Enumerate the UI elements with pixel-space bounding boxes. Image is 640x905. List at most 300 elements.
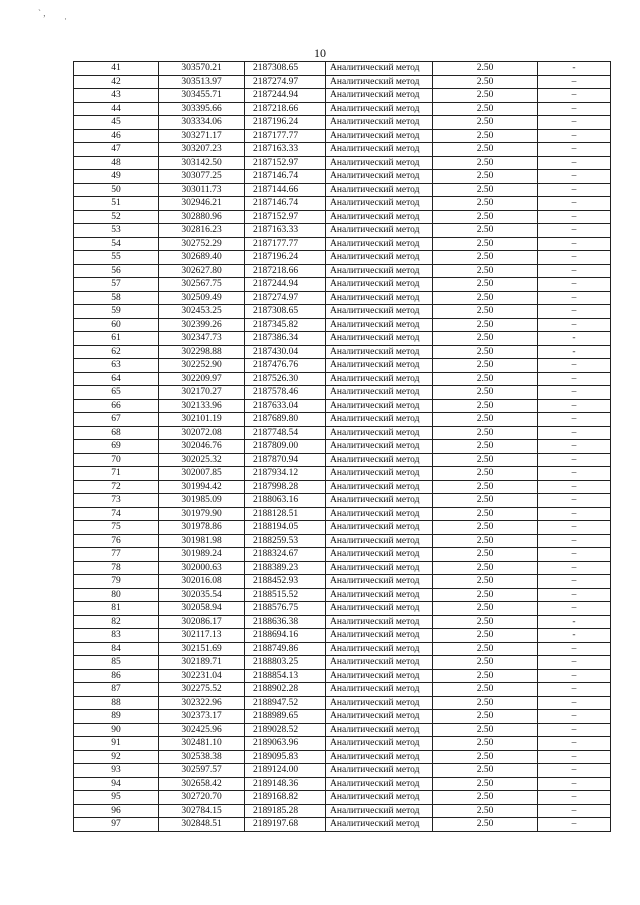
y-coordinate-cell: 2187146.74 xyxy=(245,170,326,184)
method-cell: Аналитический метод xyxy=(326,251,433,265)
x-coordinate-cell: 301994.42 xyxy=(159,480,245,494)
point-number-cell: 56 xyxy=(74,264,159,278)
table-row xyxy=(74,656,611,670)
method-cell: Аналитический метод xyxy=(326,197,433,211)
y-coordinate-cell: 2187196.24 xyxy=(245,116,326,130)
table-row xyxy=(74,224,611,238)
point-number-cell: 95 xyxy=(74,791,159,805)
note-cell: – xyxy=(538,224,611,238)
note-cell: – xyxy=(538,278,611,292)
point-number-cell: 55 xyxy=(74,251,159,265)
note-cell: – xyxy=(538,116,611,130)
accuracy-cell: 2.50 xyxy=(433,561,538,575)
x-coordinate-cell: 302117.13 xyxy=(159,629,245,643)
point-number-cell: 89 xyxy=(74,710,159,724)
method-cell: Аналитический метод xyxy=(326,548,433,562)
accuracy-cell: 2.50 xyxy=(433,251,538,265)
y-coordinate-cell: 2187152.97 xyxy=(245,156,326,170)
accuracy-cell: 2.50 xyxy=(433,372,538,386)
y-coordinate-cell: 2188515.52 xyxy=(245,588,326,602)
x-coordinate-cell: 303271.17 xyxy=(159,129,245,143)
method-cell: Аналитический метод xyxy=(326,278,433,292)
y-coordinate-cell: 2187689.80 xyxy=(245,413,326,427)
accuracy-cell: 2.50 xyxy=(433,210,538,224)
accuracy-cell: 2.50 xyxy=(433,224,538,238)
point-number-cell: 91 xyxy=(74,737,159,751)
point-number-cell: 73 xyxy=(74,494,159,508)
method-cell: Аналитический метод xyxy=(326,791,433,805)
table-row xyxy=(74,696,611,710)
point-number-cell: 48 xyxy=(74,156,159,170)
x-coordinate-cell: 301978.86 xyxy=(159,521,245,535)
y-coordinate-cell: 2188063.16 xyxy=(245,494,326,508)
table-row xyxy=(74,399,611,413)
method-cell: Аналитический метод xyxy=(326,534,433,548)
y-coordinate-cell: 2187163.33 xyxy=(245,143,326,157)
note-cell: – xyxy=(538,521,611,535)
y-coordinate-cell: 2188803.25 xyxy=(245,656,326,670)
note-cell: – xyxy=(538,210,611,224)
y-coordinate-cell: 2189124.00 xyxy=(245,764,326,778)
x-coordinate-cell: 302784.15 xyxy=(159,804,245,818)
accuracy-cell: 2.50 xyxy=(433,440,538,454)
note-cell: - xyxy=(538,345,611,359)
y-coordinate-cell: 2188636.38 xyxy=(245,615,326,629)
y-coordinate-cell: 2188902.28 xyxy=(245,683,326,697)
point-number-cell: 90 xyxy=(74,723,159,737)
y-coordinate-cell: 2187870.94 xyxy=(245,453,326,467)
x-coordinate-cell: 302025.32 xyxy=(159,453,245,467)
note-cell: - xyxy=(538,629,611,643)
table-row xyxy=(74,386,611,400)
y-coordinate-cell: 2189028.52 xyxy=(245,723,326,737)
page-number: 10 xyxy=(314,46,326,60)
note-cell: – xyxy=(538,669,611,683)
method-cell: Аналитический метод xyxy=(326,723,433,737)
point-number-cell: 66 xyxy=(74,399,159,413)
method-cell: Аналитический метод xyxy=(326,386,433,400)
note-cell: – xyxy=(538,102,611,116)
note-cell: – xyxy=(538,507,611,521)
table-row xyxy=(74,629,611,643)
note-cell: – xyxy=(538,588,611,602)
method-cell: Аналитический метод xyxy=(326,521,433,535)
table-row xyxy=(74,764,611,778)
point-number-cell: 45 xyxy=(74,116,159,130)
point-number-cell: 54 xyxy=(74,237,159,251)
point-number-cell: 50 xyxy=(74,183,159,197)
method-cell: Аналитический метод xyxy=(326,710,433,724)
method-cell: Аналитический метод xyxy=(326,359,433,373)
table-row xyxy=(74,75,611,89)
y-coordinate-cell: 2188749.86 xyxy=(245,642,326,656)
x-coordinate-cell: 302046.76 xyxy=(159,440,245,454)
point-number-cell: 67 xyxy=(74,413,159,427)
point-number-cell: 60 xyxy=(74,318,159,332)
y-coordinate-cell: 2188576.75 xyxy=(245,602,326,616)
point-number-cell: 86 xyxy=(74,669,159,683)
y-coordinate-cell: 2187345.82 xyxy=(245,318,326,332)
point-number-cell: 83 xyxy=(74,629,159,643)
note-cell: – xyxy=(538,642,611,656)
note-cell: – xyxy=(538,602,611,616)
method-cell: Аналитический метод xyxy=(326,210,433,224)
method-cell: Аналитический метод xyxy=(326,143,433,157)
x-coordinate-cell: 303455.71 xyxy=(159,89,245,103)
method-cell: Аналитический метод xyxy=(326,629,433,643)
note-cell: – xyxy=(538,237,611,251)
x-coordinate-cell: 302101.19 xyxy=(159,413,245,427)
note-cell: – xyxy=(538,534,611,548)
table-row xyxy=(74,494,611,508)
point-number-cell: 61 xyxy=(74,332,159,346)
point-number-cell: 42 xyxy=(74,75,159,89)
method-cell: Аналитический метод xyxy=(326,102,433,116)
x-coordinate-cell: 302058.94 xyxy=(159,602,245,616)
note-cell: – xyxy=(538,453,611,467)
accuracy-cell: 2.50 xyxy=(433,467,538,481)
method-cell: Аналитический метод xyxy=(326,264,433,278)
x-coordinate-cell: 302189.71 xyxy=(159,656,245,670)
accuracy-cell: 2.50 xyxy=(433,548,538,562)
accuracy-cell: 2.50 xyxy=(433,723,538,737)
y-coordinate-cell: 2187748.54 xyxy=(245,426,326,440)
point-number-cell: 62 xyxy=(74,345,159,359)
method-cell: Аналитический метод xyxy=(326,170,433,184)
x-coordinate-cell: 302373.17 xyxy=(159,710,245,724)
accuracy-cell: 2.50 xyxy=(433,453,538,467)
accuracy-cell: 2.50 xyxy=(433,615,538,629)
y-coordinate-cell: 2187146.74 xyxy=(245,197,326,211)
accuracy-cell: 2.50 xyxy=(433,359,538,373)
point-number-cell: 75 xyxy=(74,521,159,535)
accuracy-cell: 2.50 xyxy=(433,183,538,197)
method-cell: Аналитический метод xyxy=(326,494,433,508)
method-cell: Аналитический метод xyxy=(326,750,433,764)
note-cell: – xyxy=(538,89,611,103)
table-row xyxy=(74,426,611,440)
method-cell: Аналитический метод xyxy=(326,588,433,602)
table-row xyxy=(74,440,611,454)
accuracy-cell: 2.50 xyxy=(433,696,538,710)
accuracy-cell: 2.50 xyxy=(433,332,538,346)
method-cell: Аналитический метод xyxy=(326,561,433,575)
point-number-cell: 87 xyxy=(74,683,159,697)
point-number-cell: 76 xyxy=(74,534,159,548)
point-number-cell: 74 xyxy=(74,507,159,521)
x-coordinate-cell: 302880.96 xyxy=(159,210,245,224)
y-coordinate-cell: 2187578.46 xyxy=(245,386,326,400)
note-cell: – xyxy=(538,156,611,170)
table-row xyxy=(74,777,611,791)
y-coordinate-cell: 2187308.65 xyxy=(245,305,326,319)
x-coordinate-cell: 303395.66 xyxy=(159,102,245,116)
accuracy-cell: 2.50 xyxy=(433,750,538,764)
y-coordinate-cell: 2189063.96 xyxy=(245,737,326,751)
table-row xyxy=(74,143,611,157)
x-coordinate-cell: 302252.90 xyxy=(159,359,245,373)
y-coordinate-cell: 2187430.04 xyxy=(245,345,326,359)
x-coordinate-cell: 303334.06 xyxy=(159,116,245,130)
method-cell: Аналитический метод xyxy=(326,129,433,143)
table-row xyxy=(74,669,611,683)
table-row xyxy=(74,116,611,130)
table-row xyxy=(74,453,611,467)
note-cell: – xyxy=(538,818,611,832)
accuracy-cell: 2.50 xyxy=(433,710,538,724)
note-cell: - xyxy=(538,332,611,346)
accuracy-cell: 2.50 xyxy=(433,237,538,251)
y-coordinate-cell: 2188694.16 xyxy=(245,629,326,643)
table-row xyxy=(74,575,611,589)
note-cell: – xyxy=(538,75,611,89)
table-row xyxy=(74,480,611,494)
note-cell: – xyxy=(538,696,611,710)
note-cell: – xyxy=(538,197,611,211)
method-cell: Аналитический метод xyxy=(326,89,433,103)
table-row xyxy=(74,615,611,629)
table-row xyxy=(74,210,611,224)
table-row xyxy=(74,642,611,656)
note-cell: – xyxy=(538,804,611,818)
method-cell: Аналитический метод xyxy=(326,777,433,791)
accuracy-cell: 2.50 xyxy=(433,507,538,521)
note-cell: – xyxy=(538,777,611,791)
method-cell: Аналитический метод xyxy=(326,804,433,818)
table-row xyxy=(74,129,611,143)
point-number-cell: 96 xyxy=(74,804,159,818)
point-number-cell: 41 xyxy=(74,62,159,76)
point-number-cell: 70 xyxy=(74,453,159,467)
x-coordinate-cell: 302347.73 xyxy=(159,332,245,346)
x-coordinate-cell: 302538.38 xyxy=(159,750,245,764)
table-row xyxy=(74,251,611,265)
method-cell: Аналитический метод xyxy=(326,345,433,359)
y-coordinate-cell: 2187998.28 xyxy=(245,480,326,494)
table-row xyxy=(74,62,611,76)
accuracy-cell: 2.50 xyxy=(433,683,538,697)
method-cell: Аналитический метод xyxy=(326,305,433,319)
x-coordinate-cell: 302567.75 xyxy=(159,278,245,292)
point-number-cell: 51 xyxy=(74,197,159,211)
point-number-cell: 46 xyxy=(74,129,159,143)
table-row xyxy=(74,804,611,818)
x-coordinate-cell: 302007.85 xyxy=(159,467,245,481)
table-row xyxy=(74,345,611,359)
accuracy-cell: 2.50 xyxy=(433,89,538,103)
y-coordinate-cell: 2187934.12 xyxy=(245,467,326,481)
table-row xyxy=(74,791,611,805)
table-row xyxy=(74,548,611,562)
x-coordinate-cell: 302000.63 xyxy=(159,561,245,575)
accuracy-cell: 2.50 xyxy=(433,75,538,89)
point-number-cell: 44 xyxy=(74,102,159,116)
y-coordinate-cell: 2188128.51 xyxy=(245,507,326,521)
table-row xyxy=(74,467,611,481)
coordinates-table-container xyxy=(73,61,610,832)
note-cell: – xyxy=(538,413,611,427)
x-coordinate-cell: 302170.27 xyxy=(159,386,245,400)
accuracy-cell: 2.50 xyxy=(433,156,538,170)
accuracy-cell: 2.50 xyxy=(433,305,538,319)
table-row xyxy=(74,170,611,184)
x-coordinate-cell: 302848.51 xyxy=(159,818,245,832)
y-coordinate-cell: 2187177.77 xyxy=(245,237,326,251)
point-number-cell: 80 xyxy=(74,588,159,602)
table-row xyxy=(74,602,611,616)
accuracy-cell: 2.50 xyxy=(433,669,538,683)
table-row xyxy=(74,737,611,751)
table-row xyxy=(74,183,611,197)
point-number-cell: 64 xyxy=(74,372,159,386)
accuracy-cell: 2.50 xyxy=(433,318,538,332)
table-body xyxy=(74,62,611,832)
note-cell: – xyxy=(538,575,611,589)
note-cell: – xyxy=(538,183,611,197)
method-cell: Аналитический метод xyxy=(326,156,433,170)
table-row xyxy=(74,291,611,305)
point-number-cell: 58 xyxy=(74,291,159,305)
accuracy-cell: 2.50 xyxy=(433,804,538,818)
x-coordinate-cell: 302035.54 xyxy=(159,588,245,602)
y-coordinate-cell: 2188452.93 xyxy=(245,575,326,589)
accuracy-cell: 2.50 xyxy=(433,413,538,427)
method-cell: Аналитический метод xyxy=(326,480,433,494)
x-coordinate-cell: 302298.88 xyxy=(159,345,245,359)
x-coordinate-cell: 302209.97 xyxy=(159,372,245,386)
y-coordinate-cell: 2187526.30 xyxy=(245,372,326,386)
table-row xyxy=(74,156,611,170)
table-row xyxy=(74,197,611,211)
accuracy-cell: 2.50 xyxy=(433,62,538,76)
x-coordinate-cell: 303077.25 xyxy=(159,170,245,184)
y-coordinate-cell: 2188259.53 xyxy=(245,534,326,548)
x-coordinate-cell: 302453.25 xyxy=(159,305,245,319)
x-coordinate-cell: 302597.57 xyxy=(159,764,245,778)
x-coordinate-cell: 302072.08 xyxy=(159,426,245,440)
x-coordinate-cell: 301979.90 xyxy=(159,507,245,521)
point-number-cell: 81 xyxy=(74,602,159,616)
note-cell: – xyxy=(538,264,611,278)
accuracy-cell: 2.50 xyxy=(433,386,538,400)
note-cell: – xyxy=(538,656,611,670)
point-number-cell: 82 xyxy=(74,615,159,629)
x-coordinate-cell: 302425.96 xyxy=(159,723,245,737)
y-coordinate-cell: 2187308.65 xyxy=(245,62,326,76)
note-cell: – xyxy=(538,791,611,805)
note-cell: – xyxy=(538,251,611,265)
accuracy-cell: 2.50 xyxy=(433,602,538,616)
note-cell: – xyxy=(538,426,611,440)
method-cell: Аналитический метод xyxy=(326,467,433,481)
accuracy-cell: 2.50 xyxy=(433,642,538,656)
point-number-cell: 68 xyxy=(74,426,159,440)
x-coordinate-cell: 302816.23 xyxy=(159,224,245,238)
table-row xyxy=(74,318,611,332)
accuracy-cell: 2.50 xyxy=(433,777,538,791)
accuracy-cell: 2.50 xyxy=(433,264,538,278)
accuracy-cell: 2.50 xyxy=(433,291,538,305)
note-cell: – xyxy=(538,764,611,778)
point-number-cell: 69 xyxy=(74,440,159,454)
method-cell: Аналитический метод xyxy=(326,75,433,89)
y-coordinate-cell: 2189197.68 xyxy=(245,818,326,832)
accuracy-cell: 2.50 xyxy=(433,791,538,805)
x-coordinate-cell: 302481.10 xyxy=(159,737,245,751)
point-number-cell: 59 xyxy=(74,305,159,319)
accuracy-cell: 2.50 xyxy=(433,399,538,413)
note-cell: – xyxy=(538,440,611,454)
method-cell: Аналитический метод xyxy=(326,453,433,467)
note-cell: – xyxy=(538,710,611,724)
accuracy-cell: 2.50 xyxy=(433,588,538,602)
scan-speck: · xyxy=(64,14,67,24)
table-row xyxy=(74,237,611,251)
table-row xyxy=(74,723,611,737)
method-cell: Аналитический метод xyxy=(326,683,433,697)
point-number-cell: 72 xyxy=(74,480,159,494)
table-row xyxy=(74,710,611,724)
x-coordinate-cell: 303142.50 xyxy=(159,156,245,170)
table-row xyxy=(74,750,611,764)
x-coordinate-cell: 301981.98 xyxy=(159,534,245,548)
method-cell: Аналитический метод xyxy=(326,575,433,589)
method-cell: Аналитический метод xyxy=(326,602,433,616)
table-row xyxy=(74,534,611,548)
table-row xyxy=(74,332,611,346)
table-row xyxy=(74,683,611,697)
x-coordinate-cell: 302658.42 xyxy=(159,777,245,791)
method-cell: Аналитический метод xyxy=(326,669,433,683)
note-cell: – xyxy=(538,305,611,319)
y-coordinate-cell: 2188989.65 xyxy=(245,710,326,724)
point-number-cell: 63 xyxy=(74,359,159,373)
accuracy-cell: 2.50 xyxy=(433,764,538,778)
method-cell: Аналитический метод xyxy=(326,318,433,332)
point-number-cell: 92 xyxy=(74,750,159,764)
method-cell: Аналитический метод xyxy=(326,332,433,346)
scan-speck: ` , xyxy=(38,8,46,18)
coordinates-table xyxy=(73,61,611,832)
accuracy-cell: 2.50 xyxy=(433,818,538,832)
method-cell: Аналитический метод xyxy=(326,737,433,751)
method-cell: Аналитический метод xyxy=(326,642,433,656)
y-coordinate-cell: 2187633.04 xyxy=(245,399,326,413)
table-row xyxy=(74,359,611,373)
note-cell: – xyxy=(538,737,611,751)
point-number-cell: 84 xyxy=(74,642,159,656)
accuracy-cell: 2.50 xyxy=(433,170,538,184)
accuracy-cell: 2.50 xyxy=(433,278,538,292)
note-cell: – xyxy=(538,494,611,508)
x-coordinate-cell: 303570.21 xyxy=(159,62,245,76)
x-coordinate-cell: 303513.97 xyxy=(159,75,245,89)
y-coordinate-cell: 2187218.66 xyxy=(245,102,326,116)
y-coordinate-cell: 2188389.23 xyxy=(245,561,326,575)
y-coordinate-cell: 2187274.97 xyxy=(245,75,326,89)
note-cell: – xyxy=(538,359,611,373)
note-cell: – xyxy=(538,399,611,413)
note-cell: – xyxy=(538,467,611,481)
point-number-cell: 79 xyxy=(74,575,159,589)
y-coordinate-cell: 2189185.28 xyxy=(245,804,326,818)
method-cell: Аналитический метод xyxy=(326,656,433,670)
point-number-cell: 53 xyxy=(74,224,159,238)
x-coordinate-cell: 303207.23 xyxy=(159,143,245,157)
accuracy-cell: 2.50 xyxy=(433,521,538,535)
x-coordinate-cell: 302133.96 xyxy=(159,399,245,413)
note-cell: – xyxy=(538,170,611,184)
